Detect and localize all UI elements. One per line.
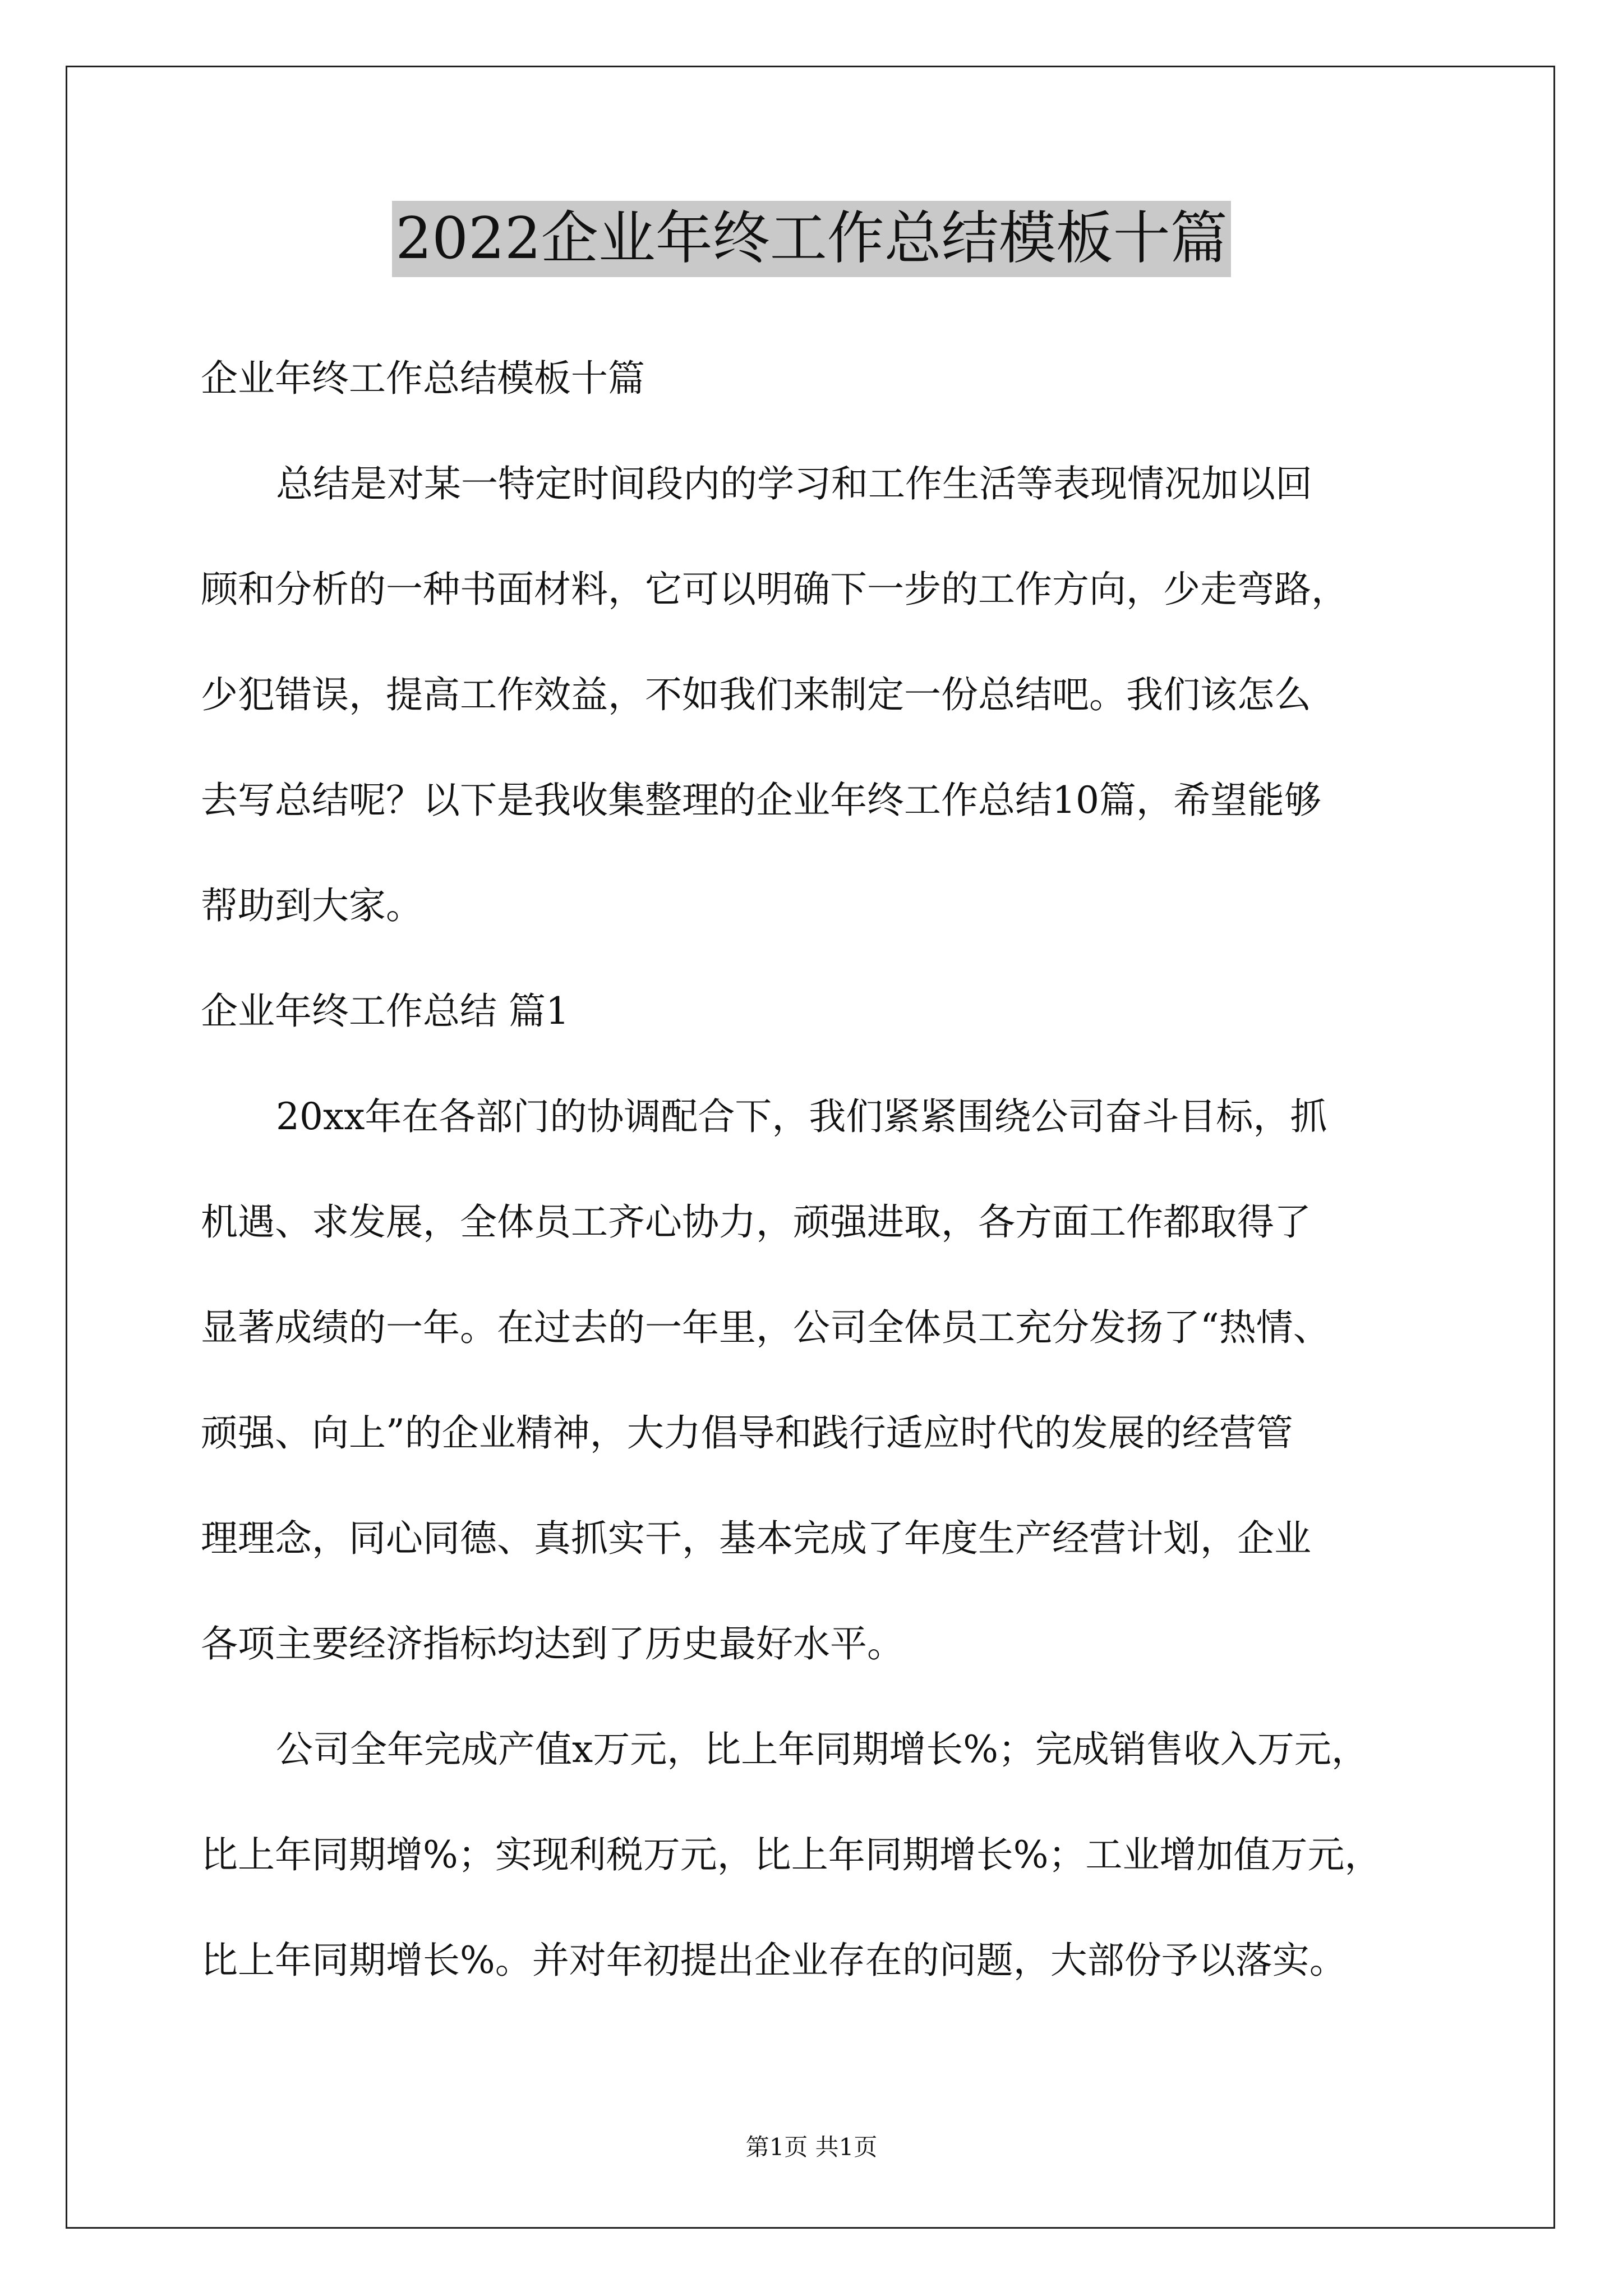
document-subtitle: 企业年终工作总结模板十篇 [201, 357, 645, 400]
paragraph-line: 各项主要经济指标均达到了历史最好水平。 [201, 1622, 904, 1665]
intro-line: 顾和分析的一种书面材料，它可以明确下一步的工作方向，少走弯路， [201, 568, 1348, 611]
paragraph-line: 显著成绩的一年。在过去的一年里，公司全体员工充分发扬了“热情、 [201, 1306, 1330, 1349]
intro-line: 总结是对某一特定时间段内的学习和工作生活等表现情况加以回 [276, 462, 1312, 505]
paragraph-line: 公司全年完成产值x万元，比上年同期增长%；完成销售收入万元， [276, 1728, 1368, 1771]
paragraph-line: 理理念，同心同德、真抓实干，基本完成了年度生产经营计划，企业 [201, 1517, 1311, 1560]
paragraph-line: 顽强、向上”的企业精神，大力倡导和践行适应时代的发展的经营管 [201, 1411, 1293, 1455]
intro-line: 帮助到大家。 [201, 884, 423, 927]
title-container [0, 201, 1623, 277]
document-title: 2022企业年终工作总结模板十篇 [392, 201, 1231, 277]
section-heading: 企业年终工作总结 篇1 [201, 990, 569, 1033]
paragraph-line: 比上年同期增长%。并对年初提出企业存在的问题，大部份予以落实。 [201, 1939, 1347, 1982]
intro-line: 少犯错误，提高工作效益，不如我们来制定一份总结吧。我们该怎么 [201, 673, 1311, 716]
page-footer: 第1页 共1页 [745, 2133, 878, 2161]
paragraph-line: 机遇、求发展，全体员工齐心协力，顽强进取，各方面工作都取得了 [201, 1200, 1311, 1244]
paragraph-line: 比上年同期增%；实现利税万元，比上年同期增长%；工业增加值万元， [201, 1833, 1382, 1876]
paragraph-line: 20xx年在各部门的协调配合下，我们紧紧围绕公司奋斗目标，抓 [276, 1095, 1327, 1138]
intro-line: 去写总结呢？以下是我收集整理的企业年终工作总结10篇，希望能够 [201, 779, 1321, 822]
